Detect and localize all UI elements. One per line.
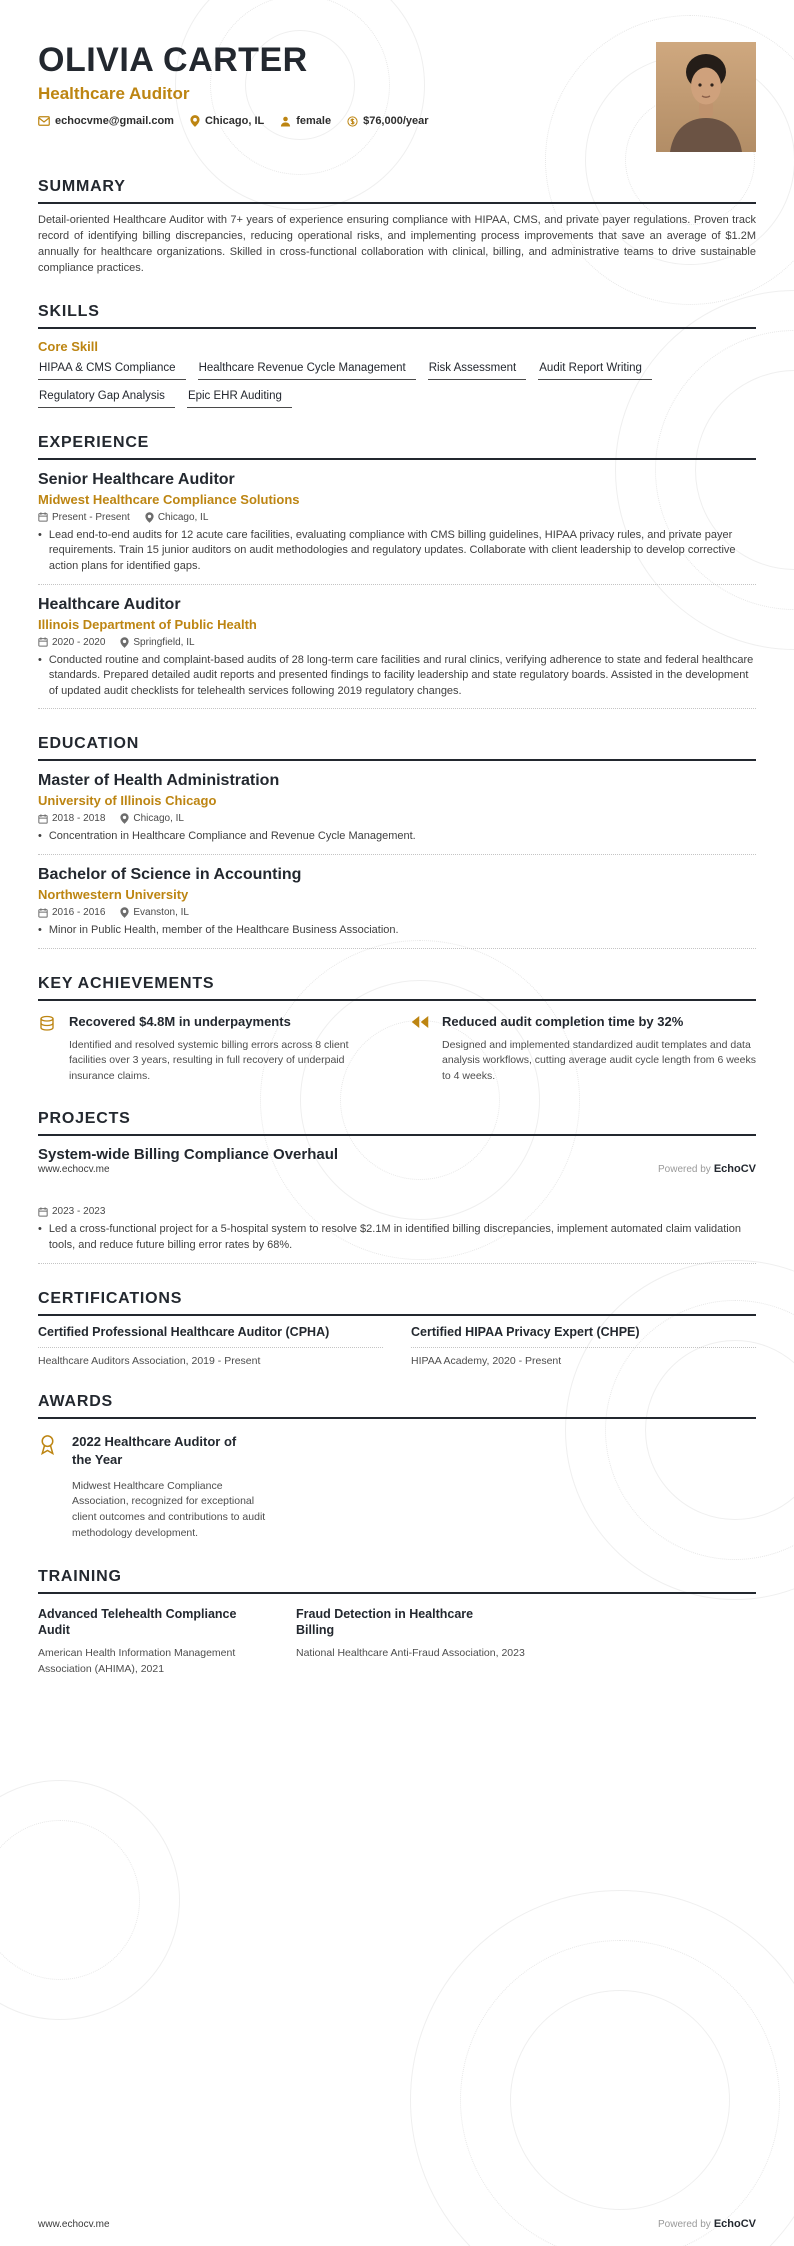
calendar-icon xyxy=(38,1207,48,1217)
location-icon xyxy=(120,907,129,918)
section-training xyxy=(38,1568,756,1677)
projects-heading: PROJECTS xyxy=(38,1110,756,1136)
medal-icon xyxy=(38,1433,60,1541)
calendar-icon xyxy=(38,637,48,647)
achievement-description: Identified and resolved systemic billing errors across 8 client facilities over 3 years, resulting in full recovery of underpaid insurance claims. xyxy=(69,1038,349,1082)
contact-email-text: echocvme@gmail.com xyxy=(55,115,174,128)
bullet-item: • Minor in Public Health, member of the Healthcare Business Association. xyxy=(38,923,756,939)
training-item xyxy=(296,1606,596,1677)
location-icon xyxy=(190,115,200,127)
experience-company: Illinois Department of Public Health xyxy=(38,616,257,632)
training-title: Advanced Telehealth Compliance Audit xyxy=(38,1606,237,1638)
training-org: American Health Information Management Association (AHIMA), 2021 xyxy=(38,1647,236,1675)
section-awards xyxy=(38,1393,756,1541)
education-bullets xyxy=(38,829,756,845)
echocv-brand: EchoCV xyxy=(713,2218,756,2230)
candidate-name: OLIVIA CARTER xyxy=(38,41,308,79)
education-dates: 2016 - 2016 xyxy=(38,907,105,918)
award-title: 2022 Healthcare Auditor of the Year xyxy=(72,1434,237,1468)
bullet-dot: • xyxy=(38,1223,42,1235)
calendar-icon xyxy=(38,814,48,824)
project-dates: 2023 - 2023 xyxy=(38,1206,105,1217)
achievement-title: Reduced audit completion time by 32% xyxy=(442,1013,684,1029)
skills-heading: SKILLS xyxy=(38,303,756,329)
awards-heading: AWARDS xyxy=(38,1393,756,1419)
achievement-item xyxy=(38,1014,383,1084)
education-location: Evanston, IL xyxy=(120,907,189,918)
education-bullets xyxy=(38,923,756,939)
certification-item xyxy=(38,1324,383,1367)
powered-by[interactable]: Powered by EchoCV xyxy=(658,1163,756,1176)
achievement-description: Designed and implemented standardized audit templates and data analysis workflows, cutting average audit cycle length from 6 weeks to 4 weeks. xyxy=(442,1038,756,1082)
experience-location: Chicago, IL xyxy=(145,512,209,523)
experience-bullets xyxy=(38,653,756,700)
rewind-icon xyxy=(411,1014,431,1084)
section-achievements xyxy=(38,975,756,1084)
project-meta xyxy=(38,1206,756,1217)
project-continuation xyxy=(38,1201,756,1264)
contact-row xyxy=(38,115,429,127)
echocv-brand: EchoCV xyxy=(713,1163,756,1176)
award-description: Midwest Healthcare Compliance Association, recognized for exceptional client outcomes and contributions to audit methodology development. xyxy=(72,1479,266,1539)
certifications-heading: CERTIFICATIONS xyxy=(38,1290,756,1316)
resume-header xyxy=(38,42,756,152)
salary-icon xyxy=(347,116,358,127)
profile-photo xyxy=(656,42,756,152)
experience-company: Midwest Healthcare Compliance Solutions xyxy=(38,491,300,507)
experience-role: Healthcare Auditor xyxy=(38,595,181,613)
experience-entry xyxy=(38,596,756,710)
bullet-item: • Lead end-to-end audits for 12 acute care facilities, evaluating compliance with CMS billing guidelines, HIPAA privacy rules, and private payer requirements. Train 15 junior auditors on audit methodologies and regulatory updates. Collaborate with client leadership to develop corrective action plans for identified gaps. xyxy=(38,528,756,575)
experience-entry xyxy=(38,471,756,585)
skill-pill: Risk Assessment xyxy=(428,356,527,380)
page-2 xyxy=(0,1123,794,2246)
achievement-item xyxy=(411,1014,756,1084)
achievement-title: Recovered $4.8M in underpayments xyxy=(69,1013,291,1029)
summary-text: Detail-oriented Healthcare Auditor with 7+ years of experience ensuring compliance with HIPAA, CMS, and private payer regulations. Proven track record of identifying billing discrepancies, reducing operational risks, and implementing process improvements that save an average of $1.2M annually for healthcare organizations. Skilled in cross-functional collaboration with clinical, billing, and administrative teams to drive sustainable compliance practices. xyxy=(38,214,756,274)
award-item xyxy=(38,1433,756,1541)
experience-dates: Present - Present xyxy=(38,512,130,523)
skill-pill: HIPAA & CMS Compliance xyxy=(38,356,186,380)
bullet-item: • Concentration in Healthcare Compliance and Revenue Cycle Management. xyxy=(38,829,756,845)
education-entry xyxy=(38,772,756,855)
training-org: National Healthcare Anti-Fraud Association, 2023 xyxy=(296,1647,525,1660)
education-school: Northwestern University xyxy=(38,887,189,903)
certification-title: Certified Professional Healthcare Auditor (CPHA) xyxy=(38,1324,383,1348)
skill-pill: Regulatory Gap Analysis xyxy=(38,384,175,408)
experience-bullets xyxy=(38,528,756,575)
achievement-body xyxy=(442,1014,756,1084)
skill-pill: Audit Report Writing xyxy=(538,356,652,380)
section-skills xyxy=(38,303,756,408)
summary-heading: SUMMARY xyxy=(38,178,756,204)
award-body xyxy=(72,1433,277,1541)
achievements-grid xyxy=(38,1014,756,1084)
certification-issuer: Healthcare Auditors Association, 2019 - Present xyxy=(38,1355,261,1368)
bullet-dot: • xyxy=(38,924,42,937)
education-heading: EDUCATION xyxy=(38,735,756,761)
education-degree: Master of Health Administration xyxy=(38,772,280,790)
calendar-icon xyxy=(38,908,48,918)
training-item xyxy=(38,1606,284,1677)
training-title: Fraud Detection in Healthcare Billing xyxy=(296,1606,474,1638)
project-bullets xyxy=(38,1222,756,1253)
experience-role: Senior Healthcare Auditor xyxy=(38,470,235,488)
skills-list xyxy=(38,356,756,408)
skill-pill: Epic EHR Auditing xyxy=(187,384,292,408)
page-footer xyxy=(38,2218,756,2230)
education-entry xyxy=(38,866,756,949)
contact-location xyxy=(190,115,264,127)
header-text xyxy=(38,42,429,127)
achievement-body xyxy=(69,1014,383,1084)
project-title: System-wide Billing Compliance Overhaul xyxy=(38,1146,339,1164)
certification-title: Certified HIPAA Privacy Expert (CHPE) xyxy=(411,1324,756,1348)
location-icon xyxy=(120,813,129,824)
footer-site-link[interactable]: www.echocv.me xyxy=(38,1164,110,1176)
certifications-grid xyxy=(38,1324,756,1367)
section-experience xyxy=(38,434,756,710)
candidate-job-title: Healthcare Auditor xyxy=(38,84,190,104)
section-summary xyxy=(38,178,756,277)
mail-icon xyxy=(38,116,50,126)
section-education xyxy=(38,735,756,948)
education-meta xyxy=(38,907,756,918)
bullet-dot: • xyxy=(38,830,42,843)
training-grid xyxy=(38,1606,756,1677)
coins-icon xyxy=(38,1014,58,1084)
experience-meta xyxy=(38,512,756,523)
experience-dates: 2020 - 2020 xyxy=(38,637,105,648)
experience-heading: EXPERIENCE xyxy=(38,434,756,460)
contact-gender-text: female xyxy=(296,115,332,128)
certification-issuer: HIPAA Academy, 2020 - Present xyxy=(411,1355,562,1368)
skills-group-label: Core Skill xyxy=(38,338,98,354)
bullet-dot: • xyxy=(38,528,42,541)
education-degree: Bachelor of Science in Accounting xyxy=(38,866,302,884)
contact-gender xyxy=(280,115,331,127)
contact-salary xyxy=(347,115,428,127)
education-meta xyxy=(38,813,756,824)
bullet-dot: • xyxy=(38,653,42,666)
education-location: Chicago, IL xyxy=(120,813,184,824)
section-certifications xyxy=(38,1290,756,1367)
location-icon xyxy=(120,637,129,648)
bullet-item: • Conducted routine and complaint-based audits of 28 long-term care facilities and rural clinics, verifying adherence to state and federal healthcare standards. Prepared detailed audit reports and presented findings to facility leadership and state regulatory boards. Assisted in the development of updated audit checklists for telehealth services following 2019 regulatory changes. xyxy=(38,653,756,700)
experience-location: Springfield, IL xyxy=(120,637,194,648)
footer-site-link[interactable]: www.echocv.me xyxy=(38,2219,110,2230)
person-icon xyxy=(280,116,291,127)
education-school: University of Illinois Chicago xyxy=(38,793,217,809)
contact-location-text: Chicago, IL xyxy=(204,115,265,128)
training-heading: TRAINING xyxy=(38,1568,756,1594)
powered-by[interactable]: Powered by EchoCV xyxy=(658,2218,756,2230)
certification-item xyxy=(411,1324,756,1367)
bullet-item: • Led a cross-functional project for a 5-hospital system to resolve $2.1M in identified billing discrepancies, implement automated claim validation tools, and reduce future billing error rates by 68%. xyxy=(38,1222,756,1253)
education-dates: 2018 - 2018 xyxy=(38,813,105,824)
contact-salary-text: $76,000/year xyxy=(363,115,429,128)
experience-meta xyxy=(38,637,756,648)
achievements-heading: KEY ACHIEVEMENTS xyxy=(38,975,756,1001)
location-icon xyxy=(145,512,154,523)
calendar-icon xyxy=(38,512,48,522)
skill-pill: Healthcare Revenue Cycle Management xyxy=(198,356,416,380)
contact-email[interactable] xyxy=(38,115,174,127)
